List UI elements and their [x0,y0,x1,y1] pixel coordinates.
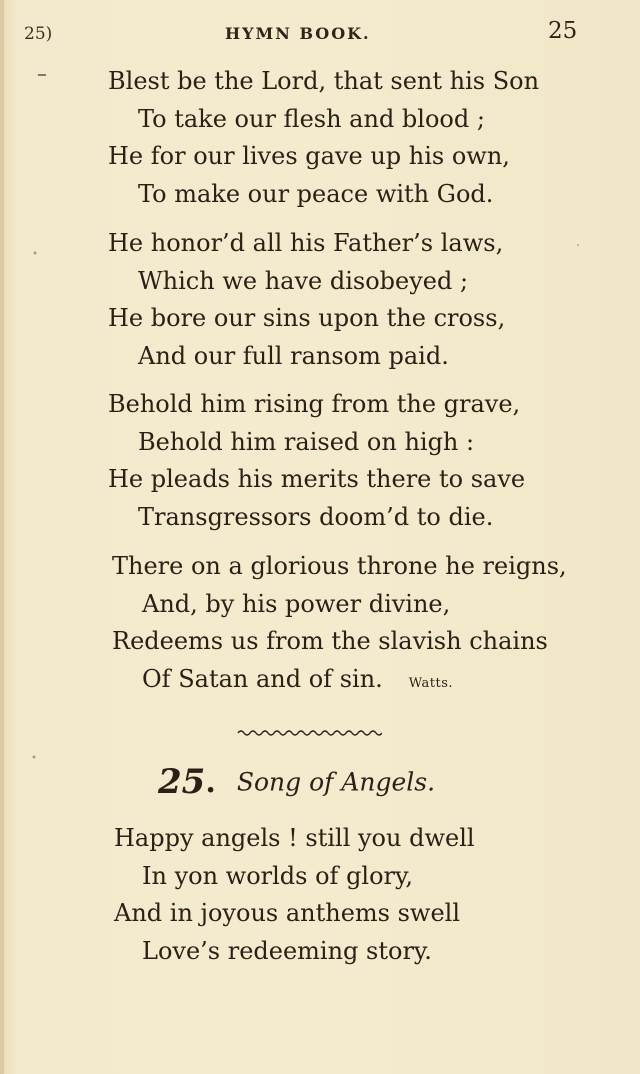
verse-line: Behold him rising from the grave, [108,390,521,418]
verse-line: To make our peace with God. [138,179,494,208]
verse-line: In yon worlds of glory, [142,861,414,890]
stanza-4 [112,548,567,698]
verse-line: He pleads his merits there to save [108,465,526,493]
page-number: 25 [548,18,578,44]
verse-line-text: Of Satan and of sin. [142,664,383,693]
verse-line: Which we have disobeyed ; [138,266,469,295]
verse-line: He bore our sins upon the cross, [108,304,506,332]
stanza-1 [108,63,558,213]
hymn-heading [158,762,578,808]
verse-line: And, by his power divine, [142,589,451,618]
ornamental-divider [236,726,382,740]
verse-line: And our full ransom paid. [138,341,449,370]
hymn-reference: 25) [24,24,53,44]
book-title: HYMN BOOK. [225,24,371,43]
verse-line: Happy angels ! still you dwell [114,824,475,852]
stanza-5 [114,820,564,970]
hymn-number: 25 [158,762,206,802]
verse-line: There on a glorious throne he reigns, [112,552,567,580]
verse-line: Blest be the Lord, that sent his Son [108,67,540,95]
running-header [0,18,640,48]
verse-line: Love’s redeeming story. [142,936,432,965]
verse-line: He honor’d all his Father’s laws, [108,229,504,257]
stanza-2 [108,225,558,375]
stanza-3 [108,386,558,536]
hymn-number-period: . [205,764,216,800]
verse-line: To take our flesh and blood ; [138,104,485,133]
verse-line: He for our lives gave up his own, [108,142,510,170]
verse-line: Redeems us from the slavish chains [112,627,548,655]
page-edge [0,0,4,1074]
verse-line: And in joyous anthems swell [114,899,461,927]
verse-line: Transgressors doom’d to die. [138,502,494,531]
hymn-title: Song of Angels. [236,767,436,797]
verse-line: Behold him raised on high : [138,427,475,456]
author-attribution: Watts. [408,675,454,691]
verse-line-with-author [112,661,562,699]
